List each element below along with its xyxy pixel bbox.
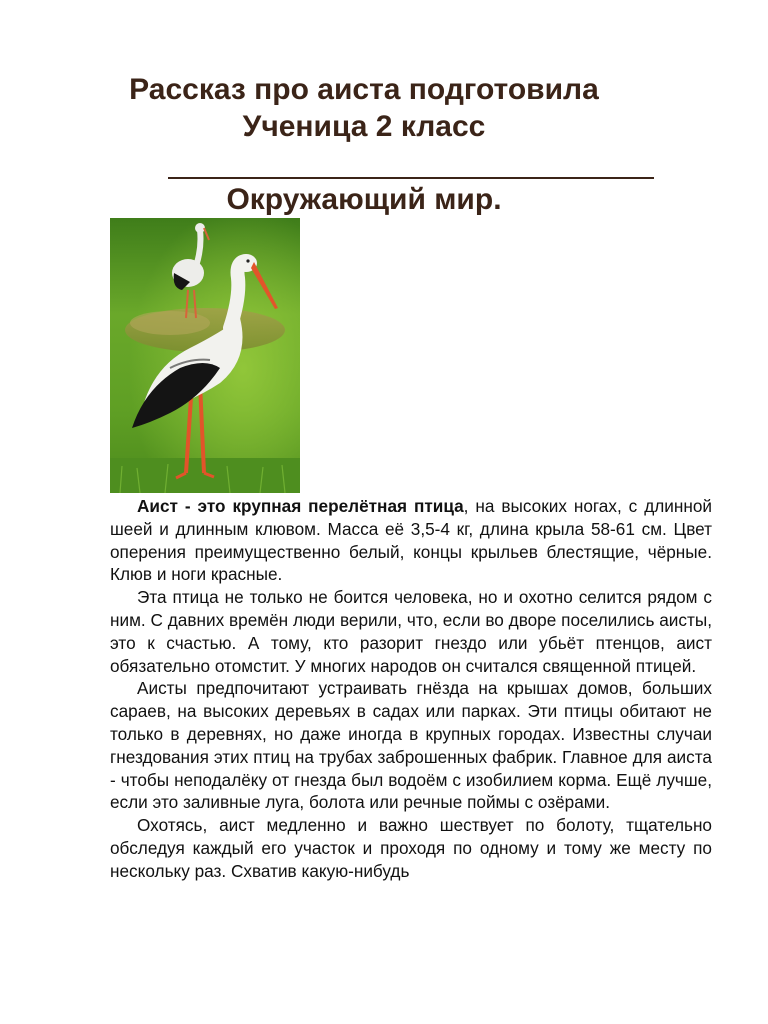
name-blank-line — [168, 177, 654, 179]
paragraph-2: Эта птица не только не боится человека, но и охотно селится рядом с ним. С давних времён люди верили, что, если во дворе поселились аисты, это к счастью. А тому, кто разорит гнездо или убьёт птенцов, аист обязательно отомстит. У многих народов он считался священной птицей. — [110, 587, 712, 676]
paragraph-1-text: , на высоких ногах, с длинной шеей и длинным клювом. Масса её 3,5-4 кг, длина крыла 58-61 см. Цвет оперения преимущественно белый, концы крыльев блестящие, чёрные. Клюв и ноги красные. — [110, 496, 712, 585]
page-title-line-1: Рассказ про аиста подготовила — [129, 73, 599, 106]
page-title-line-2: Ученица 2 класс — [242, 110, 486, 143]
page-subject-title: Окружающий мир. — [226, 183, 502, 216]
paragraph-1-lead: Аист - это крупная перелётная птица — [137, 496, 464, 516]
paragraph-1 — [110, 495, 712, 586]
paragraph-3: Аисты предпочитают устраивать гнёзда на крышах домов, больших сараев, на высоких деревьях в садах или парках. Эти птицы обитают не только в деревнях, но даже иногда в крупных городах. Известны случаи гнездования этих птиц на трубах заброшенных фабрик. Главное для аиста - чтобы неподалёку от гнезда был водоём с изобилием корма. Ещё лучше, если это заливные луга, болота или речные поймы с озёрами. — [110, 678, 712, 813]
paragraph-4: Охотясь, аист медленно и важно шествует по болоту, тщательно обследуя каждый его участок и проходя по одному и тому же месту по нескольку раз. Схватив какую-нибудь — [110, 815, 712, 881]
stork-photo — [110, 218, 300, 493]
article-body — [110, 495, 712, 883]
